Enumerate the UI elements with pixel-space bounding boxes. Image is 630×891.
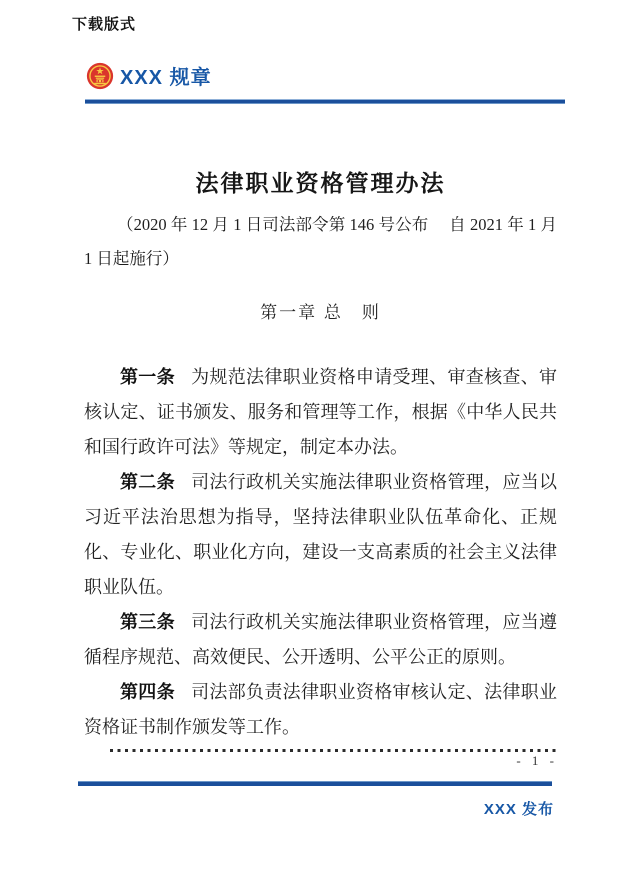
dotted-separator: [110, 749, 557, 752]
article-paragraph-1: [84, 360, 557, 465]
footer-rule: [78, 781, 552, 786]
page-number: - 1 -: [516, 753, 558, 768]
org-rules-label: XXX 规章: [120, 67, 212, 89]
document-content: [84, 104, 557, 752]
article-3-label: 第三条: [120, 612, 175, 632]
download-format-link[interactable]: 下载版式: [72, 17, 137, 33]
article-paragraph-4: [84, 675, 557, 745]
publisher-label: XXX 发布: [483, 801, 554, 818]
article-1-label: 第一条: [120, 367, 175, 387]
article-4-label: 第四条: [120, 682, 175, 702]
document-header: [86, 61, 212, 90]
article-paragraph-3: [84, 605, 557, 675]
national-emblem-icon: [86, 62, 114, 90]
article-paragraph-2: [84, 465, 557, 605]
article-2-label: 第二条: [120, 472, 175, 492]
article-3-text: 司法行政机关实施法律职业资格管理，应当遵循程序规范、高效便民、公开透明、公平公正的原则。: [84, 612, 558, 667]
articles-section: [84, 360, 557, 745]
chapter-heading: 第一章 总 则: [260, 303, 381, 322]
article-2-text: 司法行政机关实施法律职业资格管理，应当以习近平法治思想为指导，坚持法律职业队伍革命化、正规化、专业化、职业化方向，建设一支高素质的社会主义法律职业队伍。: [84, 472, 558, 597]
article-1-text: 为规范法律职业资格申请受理、审查核查、审核认定、证书颁发、服务和管理等工作，根据《中华人民共和国行政许可法》等规定，制定本办法。: [84, 367, 558, 457]
document-title: 法律职业资格管理办法: [195, 171, 446, 196]
promulgation-line: （2020 年 12 月 1 日司法部令第 146 号公布 自 2021 年 1 月 1 日起施行）: [84, 215, 557, 268]
article-4-text: 司法部负责法律职业资格审核认定、法律职业资格证书制作颁发等工作。: [84, 682, 558, 737]
